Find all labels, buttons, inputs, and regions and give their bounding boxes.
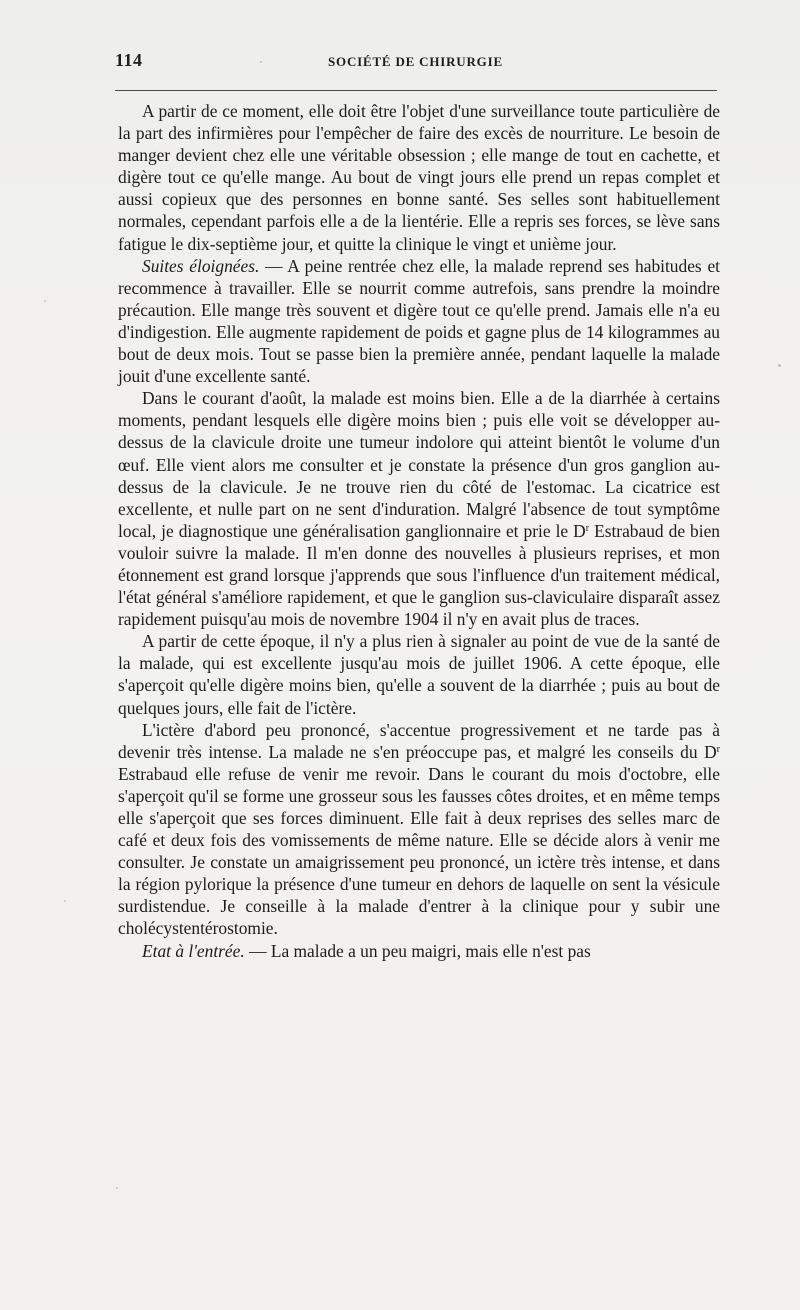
paper-speck: [116, 1187, 118, 1189]
rubric-separator: —: [244, 940, 271, 961]
paragraph-1-text: A partir de ce moment, elle doit être l'objet d'une surveillance toute particulière de la part des infirmières pour l'empêcher de faire des excès de nourriture. Le besoin de manger devient chez elle une véritable obsession ; elle mange de tout en cachette, et digère tout ce qu'elle mange. Au bout de vingt jours elle prend un repas complet et aussi copieux que des personnes en bonne santé. Ses selles sont habituellement normales, cependant parfois elle a de la lientérie. Elle a repris ses forces, se lève sans fatigue le dix-septième jour, et quitte la clinique le vingt et unième jour.: [118, 101, 720, 254]
paragraph-5: [118, 719, 720, 940]
running-head: [113, 44, 719, 84]
paper-speck: [64, 900, 66, 902]
paragraph-5-text-before: L'ictère d'abord peu prononcé, s'accentue progressivement et ne tarde pas à devenir très intense. La malade ne s'en préoccupe pas, et malgré les conseils du D: [118, 719, 720, 762]
paragraph-6-text: La malade a un peu maigri, mais elle n'est pas: [270, 940, 591, 961]
doctor-superscript: r: [585, 522, 590, 534]
running-title: SOCIÉTÉ DE CHIRURGIE: [328, 54, 503, 69]
paragraph-4: [118, 630, 720, 718]
body-text: [118, 100, 720, 962]
paper-speck: [44, 300, 46, 302]
paragraph-5-text-after: Estrabaud elle refuse de venir me revoir. Dans le courant du mois d'octobre, elle s'aperçoit qu'il se forme une grosseur sous les fausses côtes droites, et en même temps elle s'aperçoit que ses forces diminuent. Elle fait à deux reprises des selles marc de café et deux fois des vomissements de même nature. Elle se décide alors à venir me consulter. Je constate un amaigrissement peu prononcé, un ictère très intense, et dans la région pylorique la présence d'une tumeur en dehors de laquelle on sent la vésicule surdistendue. Je conseille à la malade d'entrer à la clinique pour y subir une cholécystentérostomie.: [118, 763, 720, 939]
paragraph-2: [118, 255, 720, 388]
doctor-superscript: r: [716, 743, 720, 755]
paragraph-3: [118, 387, 720, 630]
paragraph-6: [118, 940, 720, 962]
paragraph-2-text: A peine rentrée chez elle, la malade reprend ses habitudes et recommence à travailler. Elle se nourrit comme autrefois, sans prendre la moindre précaution. Elle mange très souvent et digère tout ce qu'elle prend. Jamais elle n'a eu d'indigestion. Elle augmente rapidement de poids et gagne plus de 14 kilogrammes au bout de deux mois. Tout se passe bien la première année, pendant laquelle la malade jouit d'une excellente santé.: [118, 255, 720, 387]
page-number: 114: [115, 50, 143, 70]
rubric-suites-eloignees: Suites éloignées.: [142, 255, 260, 276]
paper-speck: [260, 61, 262, 63]
paragraph-3-text-after: Estrabaud de bien vouloir suivre la malade. Il m'en donne des nouvelles à plusieurs reprises, et mon étonnement est grand lorsque j'apprends que sous l'influence d'un traitement médical, l'état général s'améliore rapidement, et que le ganglion sus-claviculaire disparaît assez rapidement puisqu'au mois de novembre 1904 il n'y en avait plus de traces.: [118, 520, 720, 630]
paragraph-4-text: A partir de cette époque, il n'y a plus rien à signaler au point de vue de la santé de la malade, qui est excellente jusqu'au mois de juillet 1906. A cette époque, elle s'aperçoit qu'elle digère moins bien, qu'elle a souvent de la diarrhée ; puis au bout de quelques jours, elle fait de l'ictère.: [118, 631, 720, 718]
paragraph-3-text-before: Dans le courant d'août, la malade est moins bien. Elle a de la diarrhée à certains moments, pendant lesquels elle digère moins bien ; puis elle voit se développer au-dessus de la clavicule droite une tumeur indolore qui atteint bientôt le volume d'un œuf. Elle vient alors me consulter et je constate la présence d'un gros ganglion au-dessus de la clavicule. Je ne trouve rien du côté de l'estomac. La cicatrice est excellente, et nulle part on ne sent d'induration. Malgré l'absence de tout symptôme local, je diagnostique une généralisation ganglionnaire et prie le D: [118, 388, 720, 541]
header-rule: [115, 90, 717, 91]
paragraph-1: [118, 100, 720, 255]
rubric-etat-entree: Etat à l'entrée.: [142, 940, 245, 961]
rubric-separator: —: [259, 255, 288, 276]
paper-speck: [778, 364, 781, 367]
